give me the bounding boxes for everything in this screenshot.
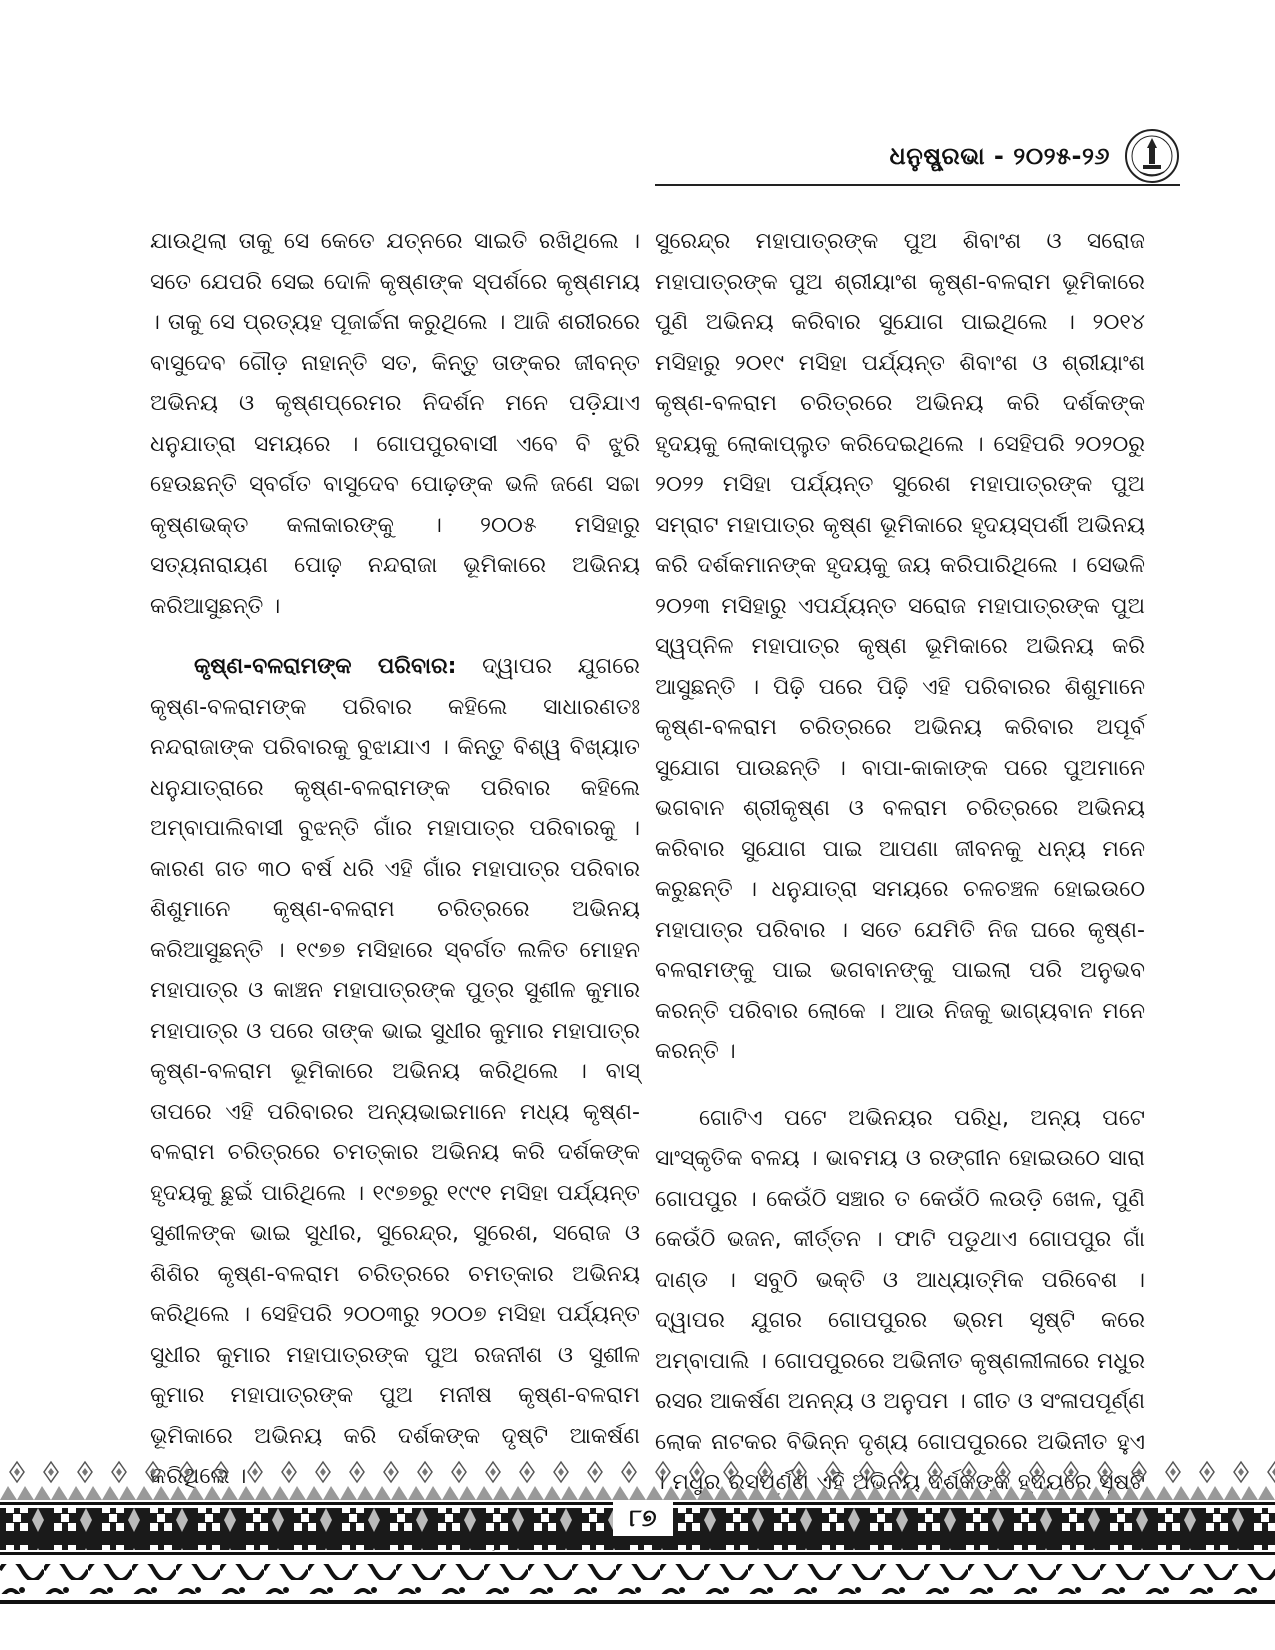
- left-paragraph-1: ଯାଉଥିଲା ତାକୁ ସେ କେତେ ଯତ୍ନରେ ସାଇତି ରଖିଥିଲେ । ସତେ ଯେପରି ସେଇ ଦୋଳି କୃଷ୍ଣଙ୍କ ସ୍ପର୍ଶରେ କୃଷ୍ଣମୟ । ତାକୁ ସେ ପ୍ରତ୍ୟହ ପୂଜାର୍ଚ୍ଚନା କରୁଥିଲେ । ଆଜି ଶରୀରରେ ବାସୁଦେବ ଗୌଡ଼ ନାହାନ୍ତି ସତ, କିନ୍ତୁ ତାଙ୍କର ଜୀବନ୍ତ ଅଭିନୟ ଓ କୃଷ୍ଣପ୍ରେମର ନିଦର୍ଶନ ମନେ ପଡ଼ିଯାଏ ଧନୁଯାତ୍ରା ସମୟରେ । ଗୋପପୁରବାସୀ ଏବେ ବି ଝୁରି ହେଉଛନ୍ତି ସ୍ବର୍ଗତ ବାସୁଦେବ ପୋଢ଼ଙ୍କ ଭଳି ଜଣେ ସଚ୍ଚା କୃଷ୍ଣଭକ୍ତ କଳାକାରଙ୍କୁ । ୨୦୦୫ ମସିହାରୁ ସତ୍ୟନାରାୟଣ ପୋଢ଼ ନନ୍ଦରାଜା ଭୂମିକାରେ ଅଭିନୟ କରିଆସୁଛନ୍ତି ।: [150, 229, 640, 619]
- odia-ikat-border-icon: [0, 1460, 1275, 1650]
- section-body: ଦ୍ୱାପର ଯୁଗରେ କୃଷ୍ଣ-ବଳରାମଙ୍କ ପରିବାର କହିଲେ ସାଧାରଣତଃ ନନ୍ଦରାଜାଙ୍କ ପରିବାରକୁ ବୁଝାଯାଏ । କିନ୍ତୁ ବିଶ୍ୱ ବିଖ୍ୟାତ ଧନୁଯାତ୍ରାରେ କୃଷ୍ଣ-ବଳରାମଙ୍କ ପରିବାର କହିଲେ ଅମ୍ବାପାଲିବାସୀ ବୁଝନ୍ତି ଗାଁର ମହାପାତ୍ର ପରିବାରକୁ । କାରଣ ଗତ ୩୦ ବର୍ଷ ଧରି ଏହି ଗାଁର ମହାପାତ୍ର ପରିବାର ଶିଶୁମାନେ କୃଷ୍ଣ-ବଳରାମ ଚରିତ୍ରରେ ଅଭିନୟ କରିଆସୁଛନ୍ତି । ୧୯୭୭ ମସିହାରେ ସ୍ବର୍ଗତ ଲଳିତ ମୋହନ ମହାପାତ୍ର ଓ କାଞ୍ଚନ ମହାପାତ୍ରଙ୍କ ପୁତ୍ର ସୁଶୀଳ କୁମାର ମହାପାତ୍ର ଓ ପରେ ତାଙ୍କ ଭାଇ ସୁଧୀର କୁମାର ମହାପାତ୍ର କୃଷ୍ଣ-ବଳରାମ ଭୂମିକାରେ ଅଭିନୟ କରିଥିଲେ । ବାସ୍ ତାପରେ ଏହି ପରିବାରର ଅନ୍ୟଭାଇମାନେ ମଧ୍ୟ କୃଷ୍ଣ-ବଳରାମ ଚରିତ୍ରରେ ଚମତ୍କାର ଅଭିନୟ କରି ଦର୍ଶକଙ୍କ ହୃଦୟକୁ ଛୁଇଁ ପାରିଥିଲେ । ୧୯୭୭ରୁ ୧୯୯୧ ମସିହା ପର୍ଯ୍ୟନ୍ତ ସୁଶୀଳଙ୍କ ଭାଇ ସୁଧୀର, ସୁରେନ୍ଦ୍ର, ସୁରେଶ, ସରୋଜ ଓ ଶିଶିର କୃଷ୍ଣ-ବଳରାମ ଚରିତ୍ରରେ ଚମତ୍କାର ଅଭିନୟ କରିଥିଲେ । ସେହିପରି ୨୦୦୩ରୁ ୨୦୦୭ ମସିହା ପର୍ଯ୍ୟନ୍ତ ସୁଧୀର କୁମାର ମହାପାତ୍ରଙ୍କ ପୁଅ ରଜନୀଶ ଓ ସୁଶୀଳ କୁମାର ମହାପାତ୍ରଙ୍କ ପୁଅ ମନୀଷ କୃଷ୍ଣ-ବଳରାମ ଭୂମିକାରେ ଅଭିନୟ କରି ଦର୍ଶକଙ୍କ ଦୃଷ୍ଟି ଆକର୍ଷଣ: [150, 654, 640, 1449]
- right-column: [655, 222, 1145, 1544]
- section-heading: କୃଷ୍ଣ-ବଳରାମଙ୍କ ପରିବାର:: [194, 654, 457, 679]
- temple-seal-icon: [1124, 128, 1180, 184]
- page-number: ୮୭: [613, 1500, 673, 1536]
- left-paragraph-2: [150, 647, 640, 1498]
- right-paragraph-2: ଗୋଟିଏ ପଟେ ଅଭିନୟର ପରିଧି, ଅନ୍ୟ ପଟେ ସାଂସ୍କୃତିକ ବଳୟ । ଭାବମୟ ଓ ରଙ୍ଗୀନ ହୋଇଉଠେ ସାରା ଗୋପପୁର । କେଉଁଠି ସଞ୍ଚାର ତ କେଉଁଠି ଲଉଡ଼ି ଖେଳ, ପୁଣି କେଉଁଠି ଭଜନ, କୀର୍ତ୍ତନ । ଫାଟି ପଡୁଥାଏ ଗୋପପୁର ଗାଁ ଦାଣ୍ଡ । ସବୁଠି ଭକ୍ତି ଓ ଆଧ୍ୟାତ୍ମିକ ପରିବେଶ । ଦ୍ୱାପର ଯୁଗର ଗୋପପୁରର ଭ୍ରମ ସୃଷ୍ଟି କରେ ଅମ୍ବାପାଲି । ଗୋପପୁରରେ ଅଭିନୀତ କୃଷ୍ଣଲୀଳାରେ ମଧୁର ରସର ଆକର୍ଷଣ ଅନନ୍ୟ ଓ ଅନୁପମ । ଗୀତ ଓ ସଂଳାପପୂର୍ଣ୍ଣ ଲୋକ ନାଟକର ବିଭିନ୍ନ ଦୃଶ୍ୟ ଗୋପପୁରରେ ଅଭିନୀତ ହୁଏ: [655, 1105, 1145, 1455]
- magazine-title: ଧନୁଷ୍ପ୍ରଭା - ୨୦୨୫-୨୬: [889, 142, 1110, 170]
- header-divider: [655, 184, 1180, 186]
- right-paragraph-1: ସୁରେନ୍ଦ୍ର ମହାପାତ୍ରଙ୍କ ପୁଅ ଶିବାଂଶ ଓ ସରୋଜ ମହାପାତ୍ରଙ୍କ ପୁଅ ଶ୍ରୀୟାଂଶ କୃଷ୍ଣ-ବଳରାମ ଭୂମିକାରେ ପୁଣି ଅଭିନୟ କରିବାର ସୁଯୋଗ ପାଇଥିଲେ । ୨୦୧୪ ମସିହାରୁ ୨୦୧୯ ମସିହା ପର୍ଯ୍ୟନ୍ତ ଶିବାଂଶ ଓ ଶ୍ରୀୟାଂଶ କୃଷ୍ଣ-ବଳରାମ ଚରିତ୍ରରେ ଅଭିନୟ କରି ଦର୍ଶକଙ୍କ ହୃଦୟକୁ ଲୋକାପ୍ଲୁତ କରିଦେଇଥିଲେ । ସେହିପରି ୨୦୨୦ରୁ ୨୦୨୨ ମସିହା ପର୍ଯ୍ୟନ୍ତ ସୁରେଶ ମହାପାତ୍ରଙ୍କ ପୁଅ ସମ୍ରାଟ ମହାପାତ୍ର କୃଷ୍ଣ ଭୂମିକାରେ ହୃଦୟସ୍ପର୍ଶୀ ଅଭିନୟ କରି ଦର୍ଶକମାନଙ୍କ ହୃଦୟକୁ ଜୟ କରିପାରିଥିଲେ । ସେଭଳି ୨୦୨୩ ମସିହାରୁ ଏପର୍ଯ୍ୟନ୍ତ ସରୋଜ ମହାପାତ୍ରଙ୍କ ପୁଅ ସ୍ୱପ୍ନିଳ ମହାପାତ୍ର କୃଷ୍ଣ ଭୂମିକାରେ ଅଭିନୟ କରି ଆସୁଛନ୍ତି । ପିଢ଼ି ପରେ ପିଢ଼ି ଏହି ପରିବାରର ଶିଶୁମାନେ କୃଷ୍ଣ-ବଳରାମ ଚରିତ୍ରରେ ଅଭିନୟ କରିବାର ଅପୂର୍ବ ସୁଯୋଗ ପାଉଛନ୍ତି । ବାପା-କାକାଙ୍କ ପରେ ପୁଅମାନେ ଭଗବାନ ଶ୍ରୀକୃଷ୍ଣ ଓ ବଳରାମ ଚରିତ୍ରରେ ଅଭିନୟ କରିବାର ସୁଯୋଗ ପାଇ ଆପଣା ଜୀବନକୁ ଧନ୍ୟ ମନେ କରୁଛନ୍ତି । ଧନୁଯାତ୍ରା ସମୟରେ ଚଳଚଞ୍ଚଳ ହୋଇଉଠେ ମହାପାତ୍ର ପରିବାର । ସତେ ଯେମିତି ନିଜ ଘରେ କୃଷ୍ଣ-ବଳରାମଙ୍କୁ ପାଇ ଭଗବାନଙ୍କୁ ପାଇଲା ପରି ଅନୁଭବ କରନ୍ତି ପରିବାର ଲୋକେ । ଆଉ ନିଜକୁ ଭାଗ୍ୟବାନ ମନେ କରନ୍ତି ।: [655, 229, 1145, 1064]
- page-header: [890, 128, 1180, 184]
- left-column: [150, 222, 640, 1558]
